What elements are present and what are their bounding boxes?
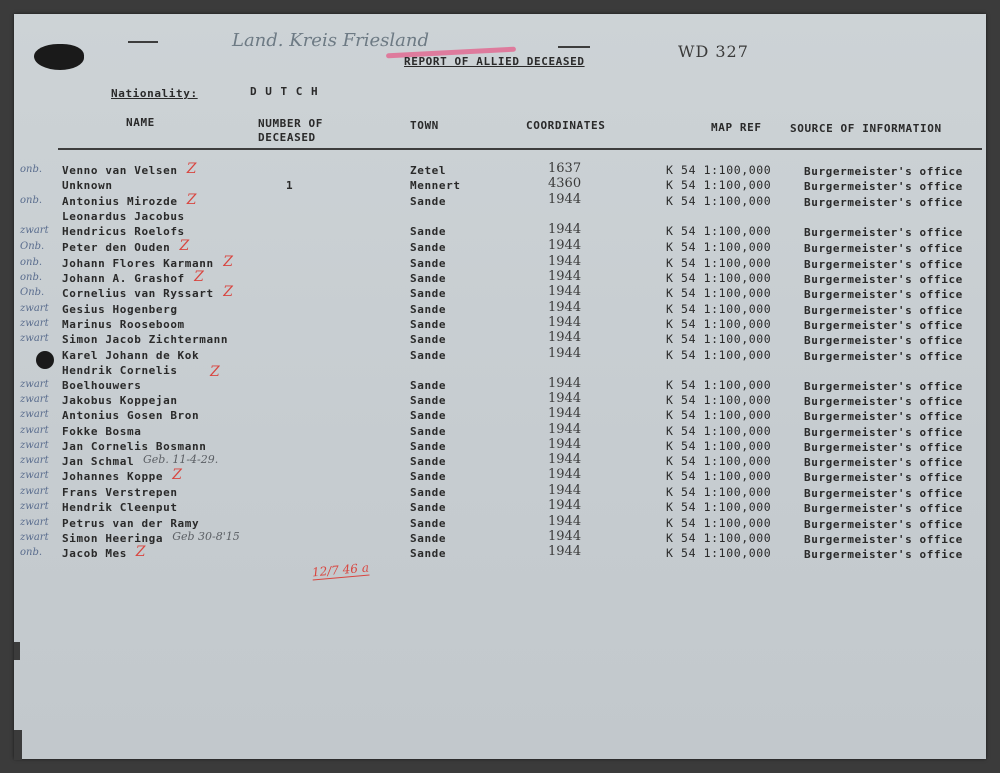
row-name: Johann Flores Karmann [62,257,214,270]
row-birth-note: Geb 30-8'15 [172,530,240,543]
row-name: Peter den Ouden [62,241,171,254]
row-margin-note: zwart [20,486,49,497]
margin-dash-top-right [558,46,590,48]
row-name: Johann A. Grashof [62,272,185,285]
row-source: Burgermeister's office [804,304,963,317]
row-mapref: K 54 1:100,000 [666,194,772,208]
row-mapref: K 54 1:100,000 [666,485,772,499]
row-town: Sande [410,425,447,438]
row-mapref: K 54 1:100,000 [666,224,772,238]
row-town: Sande [410,287,447,300]
row-name: Cornelius van Ryssart [62,287,214,300]
row-town: Sande [410,486,447,499]
row-town: Sande [410,517,447,530]
row-town: Sande [410,440,447,453]
row-coordinates: 1944 [548,467,582,482]
punch-hole-middle [36,351,54,369]
row-town: Sande [410,195,447,208]
row-red-mark: Z [186,161,197,177]
row-margin-note: zwart [20,425,49,436]
row-source: Burgermeister's office [804,410,963,423]
row-source: Burgermeister's office [804,456,963,469]
row-town: Sande [410,303,447,316]
row-coordinates: 1944 [548,222,582,237]
row-mapref: K 54 1:100,000 [666,317,772,331]
row-source: Burgermeister's office [804,288,963,301]
row-source: Burgermeister's office [804,196,963,209]
row-source: Burgermeister's office [804,487,963,500]
row-mapref: K 54 1:100,000 [666,408,772,422]
row-source: Burgermeister's office [804,226,963,239]
edge-notch-bottom-left [14,730,22,760]
row-name: Johannes Koppe [62,470,164,483]
row-source: Burgermeister's office [804,165,963,178]
row-coordinates: 1944 [548,544,582,559]
row-mapref: K 54 1:100,000 [666,178,772,192]
row-coordinates: 1944 [548,346,582,361]
row-name: Hendrik Cleenput [62,501,178,514]
document-page [14,14,986,759]
reference-code: WD 327 [678,42,749,61]
row-margin-note: zwart [20,517,49,528]
row-source: Burgermeister's office [804,395,963,408]
row-town: Sande [410,272,447,285]
row-coordinates: 1944 [548,284,582,299]
row-coordinates: 1944 [548,437,582,452]
row-town: Mennert [410,179,461,192]
row-source: Burgermeister's office [804,380,963,393]
row-number: 1 [286,179,294,192]
row-margin-note: zwart [20,501,49,512]
row-mapref: K 54 1:100,000 [666,531,772,545]
red-date-stamp: 12/7 46 a [311,560,370,580]
row-coordinates: 1944 [548,192,582,207]
row-margin-note: zwart [20,394,49,405]
row-name: Jacob Mes [62,547,128,560]
header-coordinates: COORDINATES [526,119,606,132]
row-town: Sande [410,349,447,362]
row-name: Simon Jacob Zichtermann [62,333,229,346]
row-coordinates: 1944 [548,514,582,529]
edge-notch-left [14,642,20,660]
row-coordinates: 1944 [548,391,582,406]
row-name: Venno van Velsen [62,164,178,177]
margin-dash-top-left [128,41,158,43]
row-mapref: K 54 1:100,000 [666,302,772,316]
row-name: Jakobus Koppejan [62,394,178,407]
row-town: Sande [410,225,447,238]
row-town: Sande [410,333,447,346]
row-town: Sande [410,501,447,514]
row-mapref: K 54 1:100,000 [666,500,772,514]
row-coordinates: 1944 [548,238,582,253]
row-mapref: K 54 1:100,000 [666,286,772,300]
row-source: Burgermeister's office [804,319,963,332]
row-coordinates: 1944 [548,406,582,421]
row-red-mark: Z [210,364,220,380]
row-coordinates: 1944 [548,529,582,544]
row-name-continued: Hendrik Cornelis [62,364,178,377]
row-name: Frans Verstrepen [62,486,178,499]
row-source: Burgermeister's office [804,518,963,531]
row-name: Jan Cornelis Bosmann [62,440,207,453]
row-margin-note: zwart [20,455,49,466]
header-town: TOWN [410,119,439,132]
nationality-label: Nationality: [111,87,198,100]
row-source: Burgermeister's office [804,273,963,286]
row-coordinates: 1944 [548,422,582,437]
row-red-mark: Z [179,238,190,254]
header-source: SOURCE OF INFORMATION [790,122,942,135]
row-coordinates: 1944 [548,452,582,467]
row-mapref: K 54 1:100,000 [666,378,772,392]
row-margin-note: onb. [20,195,43,206]
row-name: Karel Johann de Kok [62,349,200,362]
row-town: Sande [410,547,447,560]
row-margin-note: onb. [20,257,43,268]
row-mapref: K 54 1:100,000 [666,393,772,407]
header-number-line2: DECEASED [258,131,316,144]
row-coordinates: 1944 [548,315,582,330]
row-mapref: K 54 1:100,000 [666,454,772,468]
header-name: NAME [126,116,155,129]
nationality-value: D U T C H [250,85,319,98]
row-coordinates: 1944 [548,376,582,391]
row-town: Sande [410,394,447,407]
row-coordinates: 1944 [548,330,582,345]
row-name: Antonius Gosen Bron [62,409,200,422]
row-margin-note: zwart [20,532,49,543]
row-mapref: K 54 1:100,000 [666,469,772,483]
row-margin-note: zwart [20,440,49,451]
row-mapref: K 54 1:100,000 [666,271,772,285]
row-margin-note: Onb. [20,287,45,298]
row-mapref: K 54 1:100,000 [666,439,772,453]
row-town: Sande [410,379,447,392]
row-source: Burgermeister's office [804,502,963,515]
row-red-mark: Z [194,269,204,285]
row-margin-note: zwart [20,470,49,481]
row-margin-note: zwart [20,409,49,420]
row-source: Burgermeister's office [804,548,963,561]
row-mapref: K 54 1:100,000 [666,332,772,346]
row-source: Burgermeister's office [804,258,963,271]
row-name: Simon Heeringa [62,532,164,545]
row-margin-note: zwart [20,333,49,344]
row-name: Marinus Rooseboom [62,318,185,331]
row-birth-note: Geb. 11-4-29. [143,453,219,466]
row-mapref: K 54 1:100,000 [666,163,772,177]
row-source: Burgermeister's office [804,180,963,193]
row-mapref: K 54 1:100,000 [666,240,772,254]
row-town: Zetel [410,164,447,177]
row-coordinates: 4360 [548,176,582,191]
row-margin-note: onb. [20,164,43,175]
row-red-mark: Z [223,254,234,270]
header-rule [58,148,982,150]
row-coordinates: 1944 [548,254,582,269]
row-red-mark: Z [223,284,234,300]
row-mapref: K 54 1:100,000 [666,546,772,560]
row-red-mark: Z [135,544,146,560]
row-town: Sande [410,455,447,468]
row-margin-note: zwart [20,318,49,329]
row-name: Jan Schmal [62,455,135,468]
row-name: Boelhouwers [62,379,142,392]
row-source: Burgermeister's office [804,441,963,454]
row-coordinates: 1944 [548,269,582,284]
row-name: Hendricus Roelofs [62,225,185,238]
row-name: Petrus van der Ramy [62,517,200,530]
row-red-mark: Z [172,467,182,483]
row-mapref: K 54 1:100,000 [666,516,772,530]
row-source: Burgermeister's office [804,426,963,439]
row-mapref: K 54 1:100,000 [666,256,772,270]
row-name-continued: Leonardus Jacobus [62,210,185,223]
header-number-line1: NUMBER OF [258,117,324,130]
row-margin-note: zwart [20,303,49,314]
row-town: Sande [410,257,447,270]
row-source: Burgermeister's office [804,533,963,546]
row-margin-note: zwart [20,225,49,236]
row-name: Fokke Bosma [62,425,142,438]
punch-hole-top [34,44,84,70]
row-red-mark: Z [186,192,197,208]
row-source: Burgermeister's office [804,242,963,255]
handwritten-district: Land. Kreis Friesland [232,30,430,51]
row-town: Sande [410,241,447,254]
row-town: Sande [410,532,447,545]
row-mapref: K 54 1:100,000 [666,348,772,362]
row-coordinates: 1944 [548,483,582,498]
row-town: Sande [410,409,447,422]
row-source: Burgermeister's office [804,334,963,347]
row-name: Antonius Mirozde [62,195,178,208]
row-name: Gesius Hogenberg [62,303,178,316]
row-coordinates: 1944 [548,498,582,513]
row-margin-note: onb. [20,547,43,558]
row-source: Burgermeister's office [804,471,963,484]
row-mapref: K 54 1:100,000 [666,424,772,438]
row-town: Sande [410,470,447,483]
row-town: Sande [410,318,447,331]
row-coordinates: 1637 [548,161,582,176]
row-margin-note: zwart [20,379,49,390]
row-name: Unknown [62,179,113,192]
row-coordinates: 1944 [548,300,582,315]
document-title: REPORT OF ALLIED DECEASED [404,55,585,68]
row-margin-note: onb. [20,272,43,283]
row-margin-note: Onb. [20,241,45,252]
row-source: Burgermeister's office [804,350,963,363]
header-mapref: MAP REF [711,121,762,134]
